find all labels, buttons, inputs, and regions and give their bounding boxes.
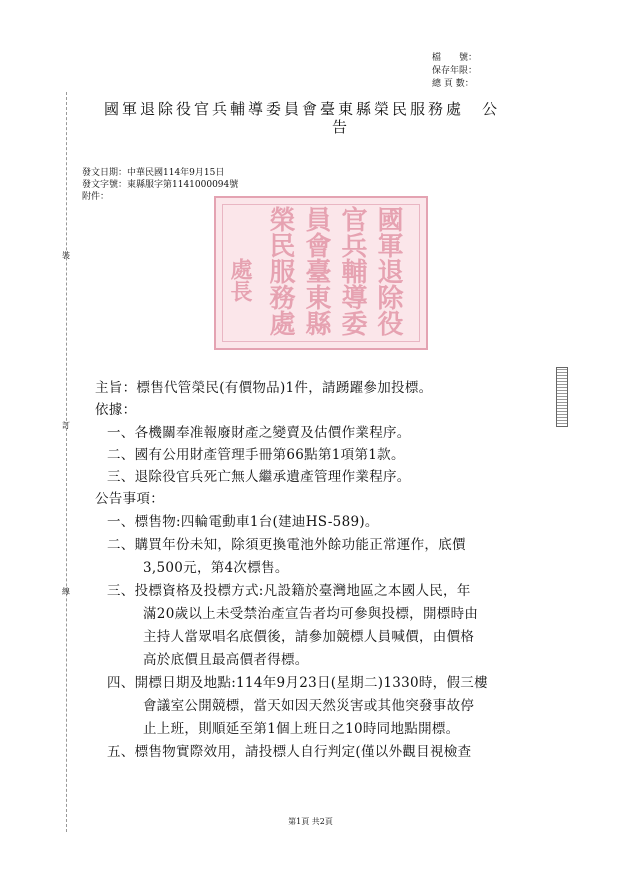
announcements-label: 公告事項： [95,491,164,507]
announcement-line: 三、投標資格及投標方式:凡設籍於臺灣地區之本國人民，年 [107,583,471,599]
binding-mark-bind: 裝 [62,251,70,260]
archive-number-label: 檔 號： [432,53,478,63]
document-title [104,100,534,136]
announcement-line: 高於底價且最高價者得標。 [143,652,309,668]
announcement-line: 一、標售物:四輪電動車1台(建迪HS-589)。 [107,514,379,530]
announcement-line: 會議室公開競標，當天如因天然災害或其他突發事故停 [143,698,475,714]
dispatch-number: 發文字號：東縣服字第1141000094號 [82,180,239,190]
dispatch-date: 發文日期：中華民國114年9月15日 [82,168,225,178]
side-stamp [556,367,568,427]
title-line-1: 國軍退除役官兵輔導委員會臺東縣榮民服務處 公 [104,100,501,118]
basis-label: 依據： [95,402,137,418]
seal-column-4: 榮民服務處 [265,206,295,336]
announcement-line: 主持人當眾唱名底價後，請參加競標人員喊價，由價格 [143,629,475,645]
seal-column-5: 處長 [227,258,253,302]
total-pages-label: 總 頁 數： [432,79,474,89]
basis-item-2: 二、國有公用財產管理手冊第66點第1項第1款。 [107,447,405,463]
title-line-2: 告 [331,118,350,136]
announcement-line: 止上班，則順延至第1個上班日之10時同地點開標。 [143,721,460,737]
binding-mark-staple: 訂 [62,421,70,430]
binding-line [66,92,67,832]
official-seal [214,196,428,350]
announcement-line: 滿20歲以上未受禁治產宣告者均可參與投標，開標時由 [143,606,479,622]
retention-period-label: 保存年限： [432,66,478,76]
announcement-line: 四、開標日期及地點:114年9月23日(星期二)1330時，假三樓 [107,675,488,691]
announcement-line: 五、標售物實際效用，請投標人自行判定(僅以外觀目視檢查 [107,744,472,760]
basis-item-1: 一、各機關奉准報廢財產之變賣及估價作業程序。 [107,425,411,441]
seal-column-2: 官兵輔導委 [337,206,367,336]
seal-column-3: 員會臺東縣 [301,206,331,336]
seal-column-1: 國軍退除役 [373,206,403,336]
announcement-line: 二、購買年份未知，除須更換電池外餘功能正常運作，底價 [107,537,466,553]
page-number: 第1頁 共2頁 [288,817,333,826]
announcement-line: 3,500元，第4次標售。 [143,560,289,576]
subject-line: 主旨：標售代管榮民(有價物品)1件，請踴躍參加投標。 [95,380,433,396]
attachment-label: 附件： [82,192,110,202]
binding-mark-line: 線 [62,587,70,596]
basis-item-3: 三、退除役官兵死亡無人繼承遺產管理作業程序。 [107,469,411,485]
